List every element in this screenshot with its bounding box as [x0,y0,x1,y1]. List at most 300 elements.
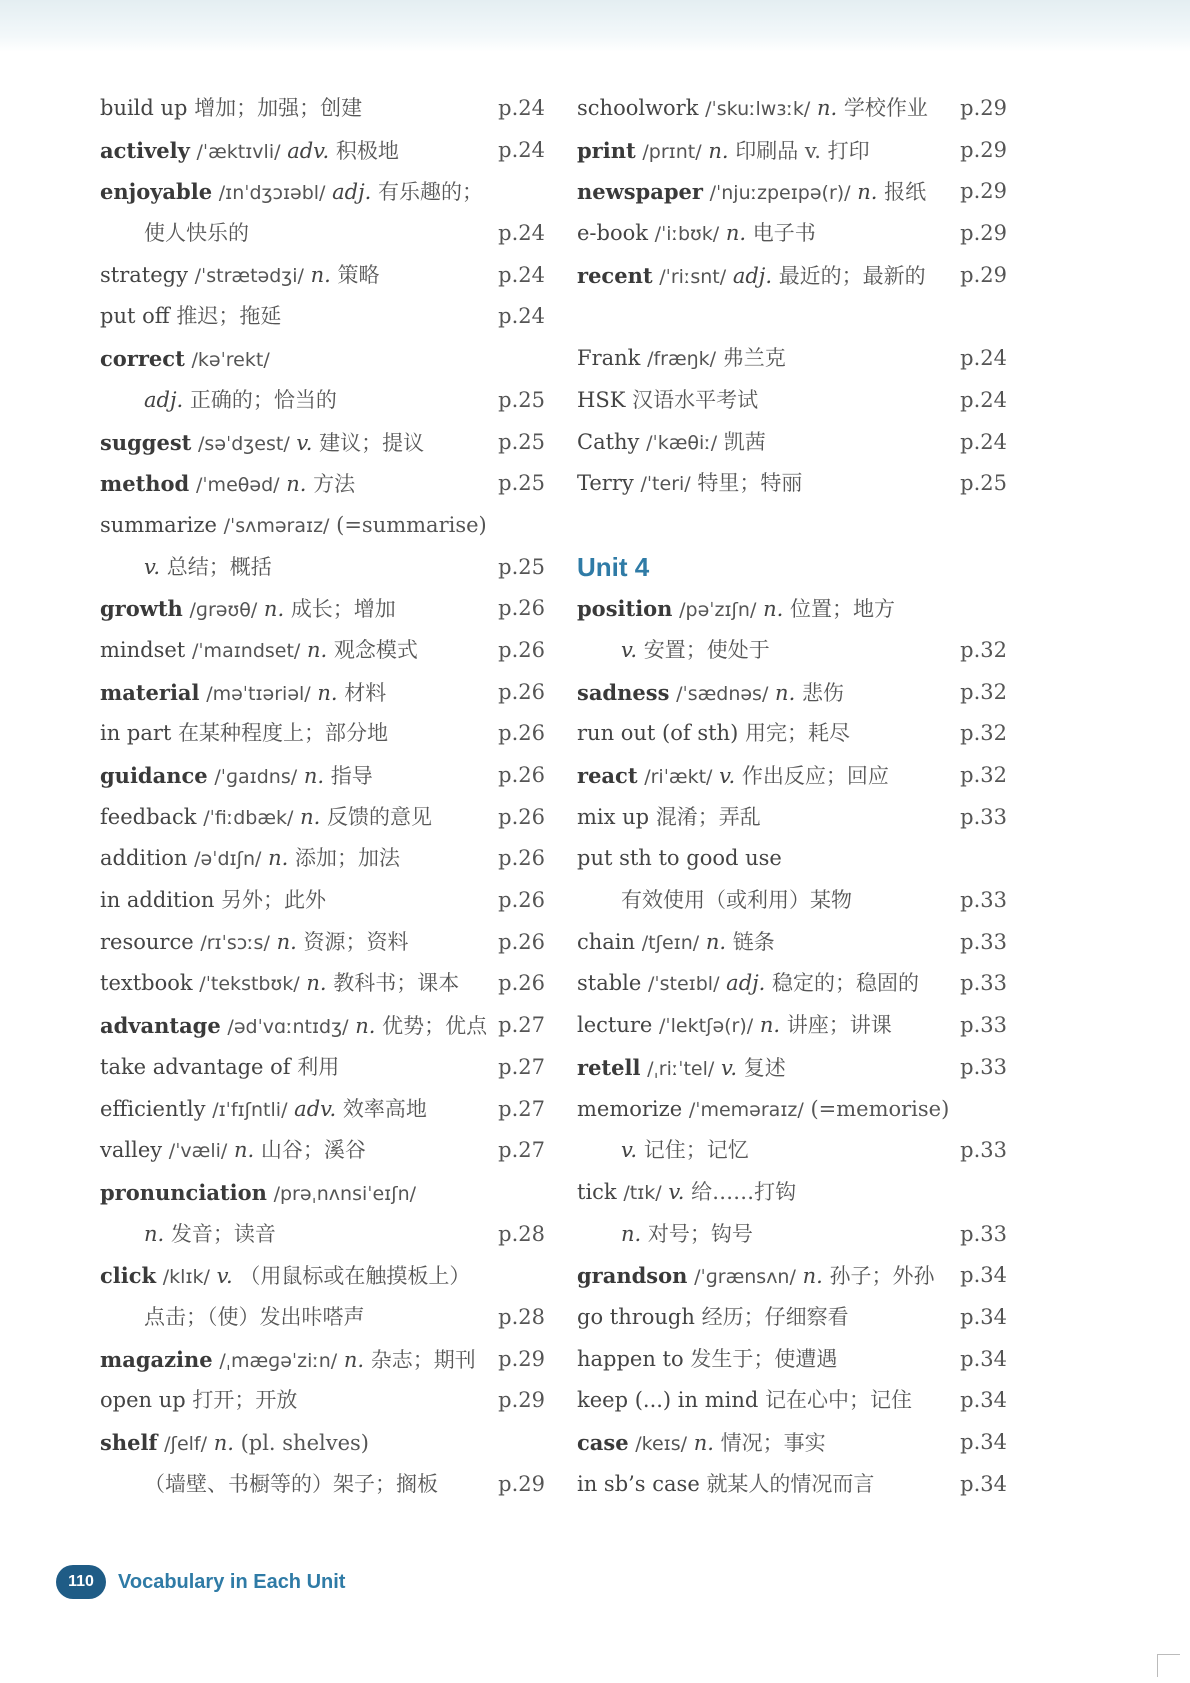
page-reference: p.27 [498,1138,545,1163]
part-of-speech: n. [621,1221,642,1246]
phonetic: /səˈdʒest/ [198,432,290,455]
phonetic: /ˈiːbʊk/ [654,223,720,246]
part-of-speech: v. [621,1138,638,1163]
definition: 指导 [330,764,373,788]
part-of-speech: n. [144,1221,165,1246]
entry-text [100,838,400,881]
entry-text [577,1005,892,1048]
entry-text [577,88,928,131]
page-reference: p.29 [960,96,1007,120]
definition: 复述 [743,1055,786,1080]
definition: 有效使用（或利用）某物 [621,888,852,913]
phonetic: /ˈsædnəs/ [676,682,769,705]
page-reference: p.26 [498,888,545,913]
definition: 方法 [313,472,356,497]
page-reference: p.32 [960,679,1007,704]
vocab-entry [100,296,545,338]
entry-text [100,422,424,466]
phonetic: /prəˌnʌnsiˈeɪʃn/ [273,1182,417,1205]
entry-text [100,88,362,130]
page-reference: p.26 [498,679,545,704]
definition: 资源；资料 [303,929,409,954]
entry-text [100,380,337,422]
page-reference: p.29 [960,221,1007,246]
column-spacer [577,505,1007,547]
phonetic: /ɪnˈdʒɔɪəbl/ [218,182,326,205]
vocab-entry [577,1130,1007,1172]
phonetic: /ˈfiːdbæk/ [203,806,294,829]
entry-text [100,672,386,716]
vocab-entry [577,130,1007,172]
page-reference: p.25 [960,471,1007,496]
page-reference: p.29 [960,179,1007,204]
entry-text [577,463,802,506]
part-of-speech: n. [213,1431,234,1455]
definition: 推迟；拖延 [176,304,282,329]
definition: 安置；使处于 [643,637,770,662]
headword: recent [577,262,653,288]
entry-text [100,630,418,673]
definition: 经历；仔细察看 [701,1304,849,1329]
page-reference: p.34 [960,1263,1007,1288]
definition: 效率高地 [342,1096,427,1121]
definition: 记住；记忆 [643,1138,749,1163]
entry-text [577,171,926,215]
column-spacer [577,296,1007,338]
headword: open up [100,1388,186,1413]
headword: Terry [577,471,634,496]
phonetic: /ˈtekstbʊk/ [199,973,300,996]
vocab-entry [100,1172,545,1214]
definition: 策略 [337,262,380,287]
vocab-entry [100,171,545,213]
vocab-entry [577,963,1007,1005]
headword: newspaper [577,179,703,205]
page-reference: p.24 [960,429,1007,454]
page-reference: p.34 [960,1471,1007,1496]
entry-text [577,255,926,299]
phonetic: /pəˈzɪʃn/ [679,599,757,622]
vocab-entry [100,422,545,464]
headword: happen to [577,1346,684,1371]
definition: 汉语水平考试 [632,387,759,412]
vocab-entry [100,963,545,1005]
vocab-entry [100,88,545,130]
vocab-entry [100,1380,545,1422]
part-of-speech: n. [355,1014,376,1039]
headword: schoolwork [577,96,699,120]
entry-text [577,797,761,839]
headword: put off [100,304,170,329]
entry-text [577,1255,934,1299]
entry-text [100,922,408,965]
headword: react [577,763,638,788]
definition: （用鼠标或在触摸板上） [239,1264,471,1289]
headword: put sth to good use [577,846,782,871]
page-reference: p.26 [498,721,545,746]
definition: 点击；（使）发出咔嗒声 [144,1304,365,1329]
phonetic: /ˌriːˈtel/ [647,1057,715,1080]
entry-text [100,1214,276,1256]
vocab-entry [100,547,545,589]
part-of-speech: adv. [294,1096,337,1121]
entry-text [100,588,396,632]
entry-text [577,1339,837,1381]
headword: take advantage of [100,1054,291,1079]
vocab-entry [100,797,545,839]
entry-text [100,1339,476,1383]
vocab-entry [100,255,545,297]
definition: 位置；地方 [789,597,895,622]
headword: retell [577,1054,641,1080]
page-reference: p.25 [498,387,545,412]
entry-text [100,1255,470,1299]
phonetic: /ˈmaɪndset/ [191,639,301,662]
page-reference: p.27 [498,1013,545,1038]
vocab-entry [577,713,1007,755]
entry-text [577,380,758,422]
definition: 稳定的；稳固的 [772,971,920,996]
definition: 观念模式 [333,637,418,662]
part-of-speech: adj. [144,387,184,412]
vocab-entry [577,463,1007,505]
headword: stable [577,971,642,996]
entry-text [577,713,850,755]
phonetic: /prɪnt/ [642,140,702,163]
phonetic: /ˈnjuːzpeɪpə(r)/ [709,182,851,205]
unit-heading: Unit 4 [577,551,650,582]
entry-text [577,1297,849,1339]
entry-text [577,963,919,1006]
entry-text [577,1380,912,1422]
definition: 利用 [297,1054,340,1079]
definition: 混淆；弄乱 [655,804,761,829]
phonetic: /əˈdɪʃn/ [194,848,262,871]
definition: 悲伤 [801,680,844,705]
definition: 教科书；课本 [333,971,460,996]
headword: suggest [100,429,192,455]
page-reference: p.34 [960,1346,1007,1371]
definition: (pl. shelves) [240,1431,369,1455]
headword: HSK [577,387,626,412]
headword: e-book [577,221,648,246]
phonetic: /ˈɡrænsʌn/ [694,1266,796,1289]
page-reference: p.33 [960,1013,1007,1038]
entry-text [577,338,786,381]
page-reference: p.24 [960,387,1007,412]
definition: 杂志；期刊 [370,1347,476,1372]
headword: magazine [100,1346,213,1372]
headword: Frank [577,346,641,371]
entry-text [100,797,432,840]
part-of-speech: n. [306,971,327,996]
vocab-entry [100,213,545,255]
page-reference: p.33 [960,1054,1007,1079]
phonetic: /ˌmæɡəˈziːn/ [219,1349,338,1372]
part-of-speech: n. [763,597,784,622]
page-reference: p.34 [960,1388,1007,1413]
entry-text [577,1047,786,1091]
vocab-entry [100,1089,545,1131]
phonetic: /məˈtɪəriəl/ [206,682,311,705]
definition: 就某人的情况而言 [706,1471,875,1496]
phonetic: /ədˈvɑːntɪdʒ/ [227,1016,349,1039]
definition: 印刷品 v. 打印 [735,138,870,163]
part-of-speech: v. [668,1179,685,1204]
vocab-entry [100,505,545,547]
page-reference: p.33 [960,888,1007,913]
definition: 增加；加强；创建 [194,96,363,120]
page-reference: p.27 [498,1096,545,1121]
part-of-speech: v. [144,554,161,579]
headword: feedback [100,804,197,829]
headword: in sb’s case [577,1471,700,1496]
top-decorative-band [0,0,1190,52]
phonetic: /ˈkæθiː/ [646,431,718,454]
phonetic: /fræŋk/ [647,348,717,371]
definition: 记在心中；记住 [765,1388,912,1413]
entry-text [577,130,870,174]
entry-text [100,338,270,382]
vocab-entry [100,838,545,880]
phonetic: /rɪˈsɔːs/ [200,931,270,954]
headword: guidance [100,763,208,788]
definition: 情况；事实 [720,1431,826,1455]
headword: run out (of sth) [577,721,739,746]
footer-title: Vocabulary in Each Unit [118,1570,346,1593]
definition: 最近的；最新的 [778,263,926,288]
headword: tick [577,1179,617,1204]
vocab-entry [100,755,545,797]
part-of-speech: v. [216,1264,233,1289]
entry-text [100,963,459,1006]
part-of-speech: n. [759,1013,781,1038]
definition: 有乐趣的； [378,180,483,205]
page-reference: p.29 [498,1471,545,1496]
vocab-entry [577,1297,1007,1339]
phonetic: /ˈæktɪvli/ [196,140,281,163]
part-of-speech: v. [719,764,736,788]
definition: 添加；加法 [294,846,400,871]
phonetic: /ˈstrætədʒi/ [194,264,304,287]
headword: mix up [577,804,650,829]
headword: in part [100,721,172,746]
definition: 使人快乐的 [144,221,249,246]
definition: 对号；钩号 [647,1221,753,1246]
vocab-entry [577,797,1007,839]
definition: (=memorise) [810,1096,950,1121]
definition: 报纸 [884,180,927,205]
crop-mark [1157,1654,1180,1677]
phonetic: /ɡrəʊθ/ [189,599,258,622]
phonetic: /kəˈrekt/ [191,349,270,372]
page-reference: p.27 [498,1054,545,1079]
vocabulary-column-right [577,88,1007,1505]
vocab-entry [577,672,1007,714]
entry-text [100,1130,366,1173]
entry-text [100,1005,487,1049]
vocab-entry [577,1464,1007,1506]
vocab-entry [100,588,545,630]
definition: 给……打钩 [691,1179,797,1204]
part-of-speech: adj. [726,971,766,996]
vocab-entry [577,1089,1007,1131]
definition: 孙子；外孙 [829,1264,935,1289]
definition: 用完；耗尽 [744,721,850,746]
vocab-entry [577,1047,1007,1089]
vocab-entry [577,88,1007,130]
part-of-speech: v. [721,1055,738,1080]
part-of-speech: v. [296,430,313,455]
definition: 积极地 [335,138,399,163]
entry-text [100,880,326,922]
phonetic: /klɪk/ [162,1266,210,1289]
vocab-entry [100,630,545,672]
page-reference: p.29 [498,1346,545,1371]
part-of-speech: n. [263,597,285,622]
part-of-speech: n. [816,96,838,120]
phonetic: /ˈskuːlwɜːk/ [705,98,811,120]
headword: actively [100,137,190,163]
page-reference: p.33 [960,1138,1007,1163]
vocab-entry [100,922,545,964]
entry-text [100,213,249,255]
part-of-speech: adj. [332,180,372,205]
entry-text [100,755,373,799]
entry-text [577,588,895,632]
headword: resource [100,929,194,954]
phonetic: /riˈækt/ [644,766,713,788]
definition: 另外；此外 [221,888,327,913]
entry-text [577,1214,753,1256]
definition: 优势；优点 [382,1014,488,1039]
page-reference: p.25 [498,429,545,454]
phonetic: /ˈsteɪbl/ [648,973,720,996]
part-of-speech: n. [775,680,796,705]
entry-text [100,296,281,338]
headword: Cathy [577,429,640,454]
entry-text [577,1172,796,1215]
part-of-speech: n. [310,262,331,287]
headword: lecture [577,1013,653,1038]
vocab-entry [577,1380,1007,1422]
vocab-entry [577,171,1007,213]
definition: 正确的；恰当的 [189,387,337,412]
vocab-entry [577,1214,1007,1256]
vocab-entry [100,338,545,380]
entry-text [100,463,355,507]
vocab-entry [577,922,1007,964]
headword: method [100,471,190,497]
part-of-speech: n. [286,472,307,497]
headword: mindset [100,637,186,662]
page-number-badge: 110 [56,1565,106,1599]
vocab-entry [577,338,1007,380]
headword: chain [577,929,636,954]
part-of-speech: adj. [732,263,772,288]
headword: build up [100,96,188,120]
phonetic: /ˈmeməraɪz/ [688,1098,804,1121]
vocab-entry [100,672,545,714]
vocab-entry [100,1297,545,1339]
part-of-speech: n. [303,764,325,788]
vocab-entry [100,1464,545,1506]
headword: material [100,679,200,705]
entry-text [100,505,487,548]
vocab-entry [577,1339,1007,1381]
headword: grandson [577,1263,688,1289]
definition: 凯茜 [723,429,766,454]
part-of-speech: v. [621,637,638,662]
vocab-entry [100,880,545,922]
phonetic: /ˈsʌməraɪz/ [223,514,330,537]
page-reference: p.29 [498,1388,545,1413]
definition: 材料 [344,680,387,705]
vocab-entry [100,130,545,172]
headword: pronunciation [100,1179,267,1205]
page-reference: p.26 [498,929,545,954]
page-reference: p.32 [960,763,1007,787]
entry-text [100,1380,297,1422]
definition: 山谷；溪谷 [260,1138,366,1163]
part-of-speech: n. [276,929,297,954]
page-reference: p.24 [498,137,545,162]
vocab-entry [577,588,1007,630]
entry-text [577,1130,749,1172]
vocab-entry [100,380,545,422]
definition: 打开；开放 [192,1388,298,1413]
vocab-entry [100,463,545,505]
headword: case [577,1430,629,1455]
definition: 学校作业 [843,96,928,120]
vocab-entry [577,1005,1007,1047]
phonetic: /ˈvæli/ [168,1140,228,1163]
part-of-speech: adv. [287,138,330,163]
headword: sadness [577,679,670,705]
part-of-speech: n. [708,138,729,163]
entry-text [100,255,380,298]
page-reference: p.32 [960,721,1007,746]
vocab-entry [100,1005,545,1047]
page-reference: p.32 [960,637,1007,662]
definition: 总结；概括 [166,554,272,579]
entry-text [100,130,399,174]
vocabulary-column-left [100,88,545,1505]
headword: growth [100,596,183,622]
phonetic: /tɪk/ [623,1181,662,1204]
entry-text [100,171,483,215]
entry-text [100,1172,416,1216]
headword: print [577,137,636,163]
definition: 作出反应；回应 [741,764,889,788]
definition: 成长；增加 [290,597,396,622]
headword: position [577,596,673,622]
vocab-entry [100,1339,545,1381]
page-reference: p.24 [960,346,1007,371]
page-footer [56,1560,345,1604]
headword: strategy [100,262,188,287]
vocab-entry [577,1422,1007,1464]
headword: in addition [100,888,215,913]
vocab-entry [100,1130,545,1172]
headword: keep (...) in mind [577,1388,759,1413]
page-reference: p.29 [960,262,1007,287]
entry-text [577,1422,826,1466]
entry-text [577,422,766,465]
page-reference: p.24 [498,96,545,120]
page-reference: p.33 [960,929,1007,954]
definition: 发音；读音 [170,1221,276,1246]
